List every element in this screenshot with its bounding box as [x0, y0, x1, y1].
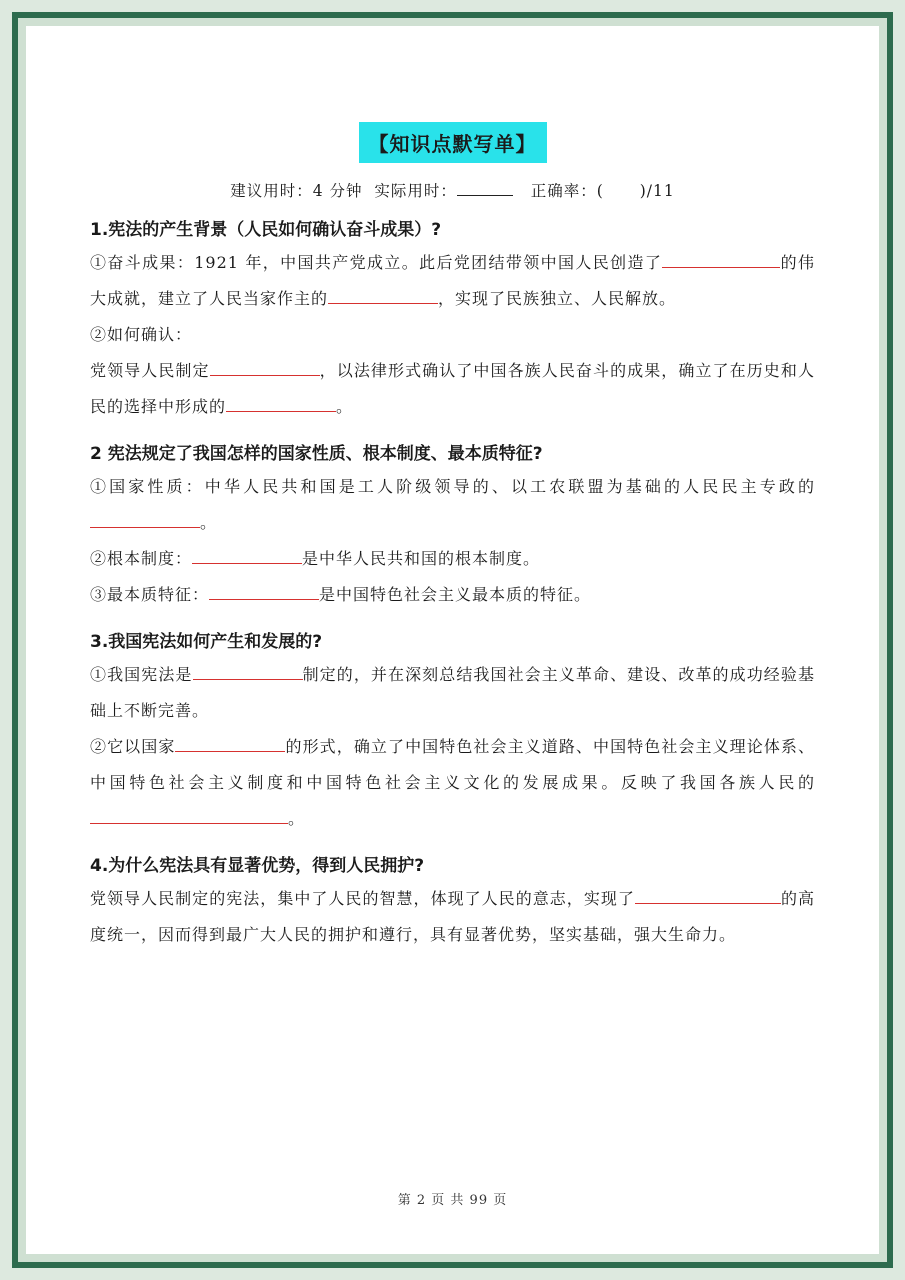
answer-blank[interactable] [192, 547, 302, 564]
q3-text: 。 [288, 809, 306, 828]
q4-text: 的高度统一，因而得到最广大人民的拥护和遵行，具有显著优势，坚实基础，强大生命力。 [90, 889, 815, 944]
answer-blank[interactable] [210, 359, 320, 376]
question-2-heading: 2 宪法规定了我国怎样的国家性质、根本制度、最本质特征? [90, 444, 543, 464]
page-frame [12, 12, 893, 1268]
q3-text: ②它以国家 [90, 737, 176, 756]
worksheet-page [26, 26, 879, 1254]
answer-blank[interactable] [662, 251, 780, 268]
question-1-heading: 1.宪法的产生背景（人民如何确认奋斗成果）? [90, 220, 442, 240]
accuracy-label: 正确率：( [530, 182, 604, 200]
answer-blank[interactable] [635, 887, 781, 904]
q3-text: ①我国宪法是 [90, 665, 193, 684]
answer-blank[interactable] [90, 807, 288, 824]
answer-blank[interactable] [175, 735, 285, 752]
time-accuracy-line [90, 179, 815, 201]
worksheet-title: 【知识点默写单】 [359, 122, 547, 163]
q1-text: 的伟大成就，建立了人民当家作主的 [90, 253, 815, 308]
q3-paragraph-2 [90, 729, 815, 837]
answer-blank[interactable] [226, 395, 336, 412]
worksheet-content [90, 122, 815, 953]
answer-blank[interactable] [328, 287, 438, 304]
q2-paragraph-1 [90, 469, 815, 541]
q2-text: ①国家性质：中华人民共和国是工人阶级领导的、以工农联盟为基础的人民民主专政的 [90, 477, 815, 496]
accuracy-total: )/11 [639, 182, 675, 200]
q3-text: 的形式，确立了中国特色社会主义道路、中国特色社会主义理论体系、中国特色社会主义制度和中国特色社会主义文化的发展成果。反映了我国各族人民的 [90, 737, 815, 792]
q2-text: 。 [200, 513, 218, 532]
actual-time-blank[interactable] [457, 183, 513, 196]
q1-paragraph-2: ②如何确认： [90, 325, 193, 344]
q2-paragraph-2 [90, 541, 815, 577]
q3-paragraph-1 [90, 657, 815, 729]
q1-text: 。 [336, 397, 354, 416]
q2-text: 是中国特色社会主义最本质的特征。 [319, 585, 592, 604]
q1-text: ，以法律形式确认了中国各族人民奋斗的成果，确立了在历史和人民的选择中形成的 [90, 361, 815, 416]
q1-paragraph-3 [90, 353, 815, 425]
answer-blank[interactable] [90, 511, 200, 528]
q4-paragraph-1 [90, 881, 815, 953]
q1-text: 党领导人民制定 [90, 361, 210, 380]
page-number-footer: 第 2 页 共 99 页 [397, 1193, 508, 1208]
title-wrap [90, 122, 815, 163]
suggested-time: 建议用时：4 分钟 [230, 182, 363, 200]
q1-text: ①奋斗成果：1921 年，中国共产党成立。此后党团结带领中国人民创造了 [90, 253, 663, 272]
q4-text: 党领导人民制定的宪法，集中了人民的智慧，体现了人民的意志，实现了 [90, 889, 635, 908]
q2-text: 是中华人民共和国的根本制度。 [302, 549, 541, 568]
question-4-heading: 4.为什么宪法具有显著优势，得到人民拥护? [90, 856, 425, 876]
q3-text: 制定的，并在深刻总结我国社会主义革命、建设、改革的成功经验基础上不断完善。 [90, 665, 815, 720]
q2-text: ②根本制度： [90, 549, 193, 568]
actual-time-label: 实际用时： [374, 182, 457, 200]
q2-text: ③最本质特征： [90, 585, 210, 604]
q1-text: ，实现了民族独立、人民解放。 [438, 289, 677, 308]
q1-paragraph-1 [90, 245, 815, 317]
answer-blank[interactable] [209, 583, 319, 600]
q2-paragraph-3 [90, 577, 815, 613]
answer-blank[interactable] [193, 663, 303, 680]
question-3-heading: 3.我国宪法如何产生和发展的? [90, 632, 323, 652]
